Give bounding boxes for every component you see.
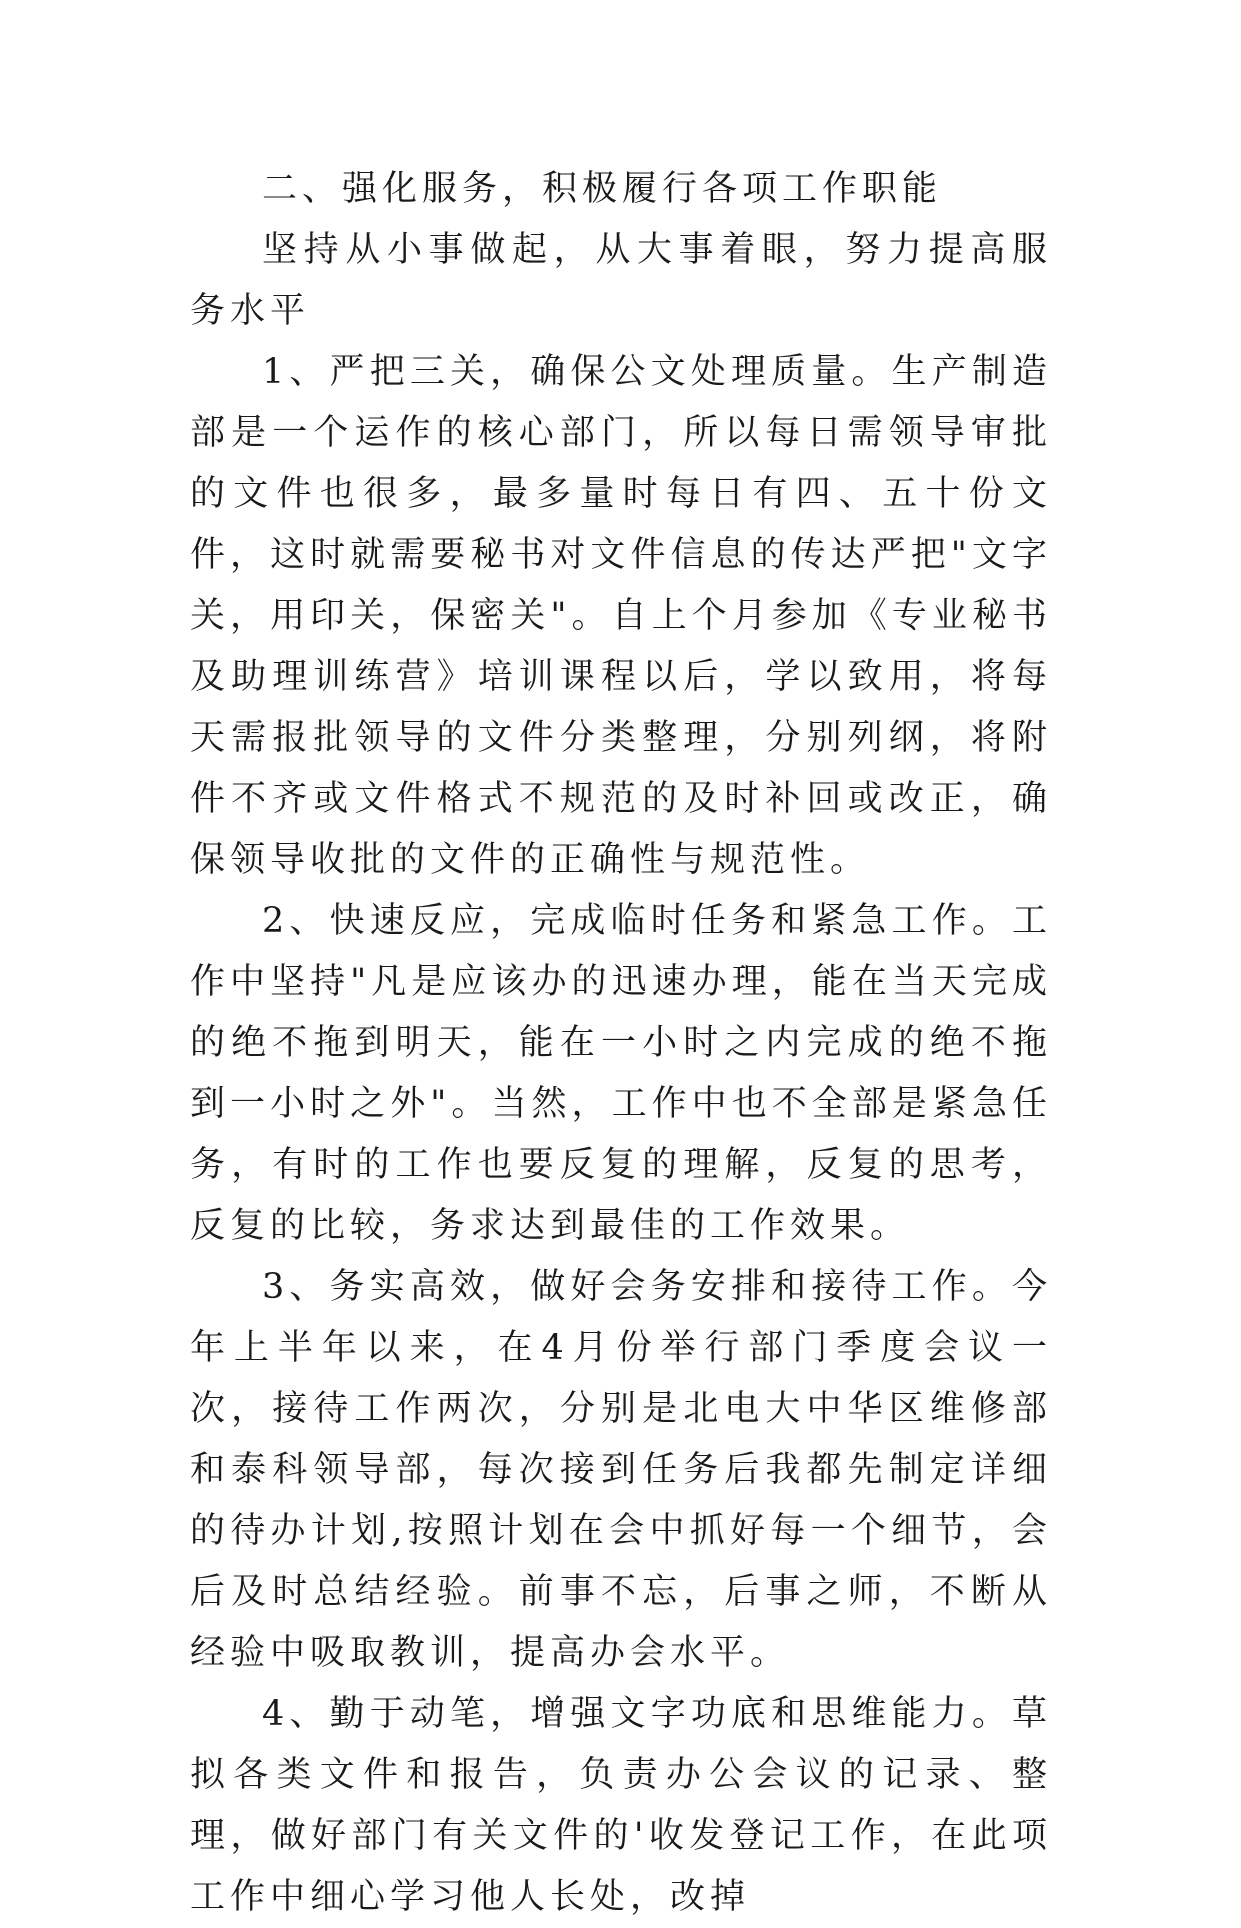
section-heading: 二、强化服务，积极履行各项工作职能 — [262, 169, 943, 209]
section-subheading: 坚持从小事做起，从大事着眼，努力提高服务水平 — [190, 230, 1052, 331]
paragraph-item-4: 4、勤于动笔，增强文字功底和思维能力。草拟各类文件和报告，负责办公会议的记录、整理，做好部门有关文件的'收发登记工作，在此项工作中细心学习他人长处，改掉 — [190, 1694, 1052, 1917]
document-body — [190, 159, 1052, 1928]
paragraph-item-3: 3、务实高效，做好会务安排和接待工作。今年上半年以来，在4月份举行部门季度会议一次，接待工作两次，分别是北电大中华区维修部和泰科领导部，每次接到任务后我都先制定详细的待办计划,按照计划在会中抓好每一个细节，会后及时总结经验。前事不忘，后事之师，不断从经验中吸取教训，提高办会水平。 — [190, 1267, 1052, 1673]
paragraph-item-1: 1、严把三关，确保公文处理质量。生产制造部是一个运作的核心部门，所以每日需领导审批的文件也很多，最多量时每日有四、五十份文件，这时就需要秘书对文件信息的传达严把"文字关，用印关，保密关"。自上个月参加《专业秘书及助理训练营》培训课程以后，学以致用，将每天需报批领导的文件分类整理，分别列纲，将附件不齐或文件格式不规范的及时补回或改正，确保领导收批的文件的正确性与规范性。 — [190, 352, 1052, 880]
paragraph-item-2: 2、快速反应，完成临时任务和紧急工作。工作中坚持"凡是应该办的迅速办理，能在当天完成的绝不拖到明天，能在一小时之内完成的绝不拖到一小时之外"。当然，工作中也不全部是紧急任务，有时的工作也要反复的理解，反复的思考，反复的比较，务求达到最佳的工作效果。 — [190, 901, 1052, 1246]
